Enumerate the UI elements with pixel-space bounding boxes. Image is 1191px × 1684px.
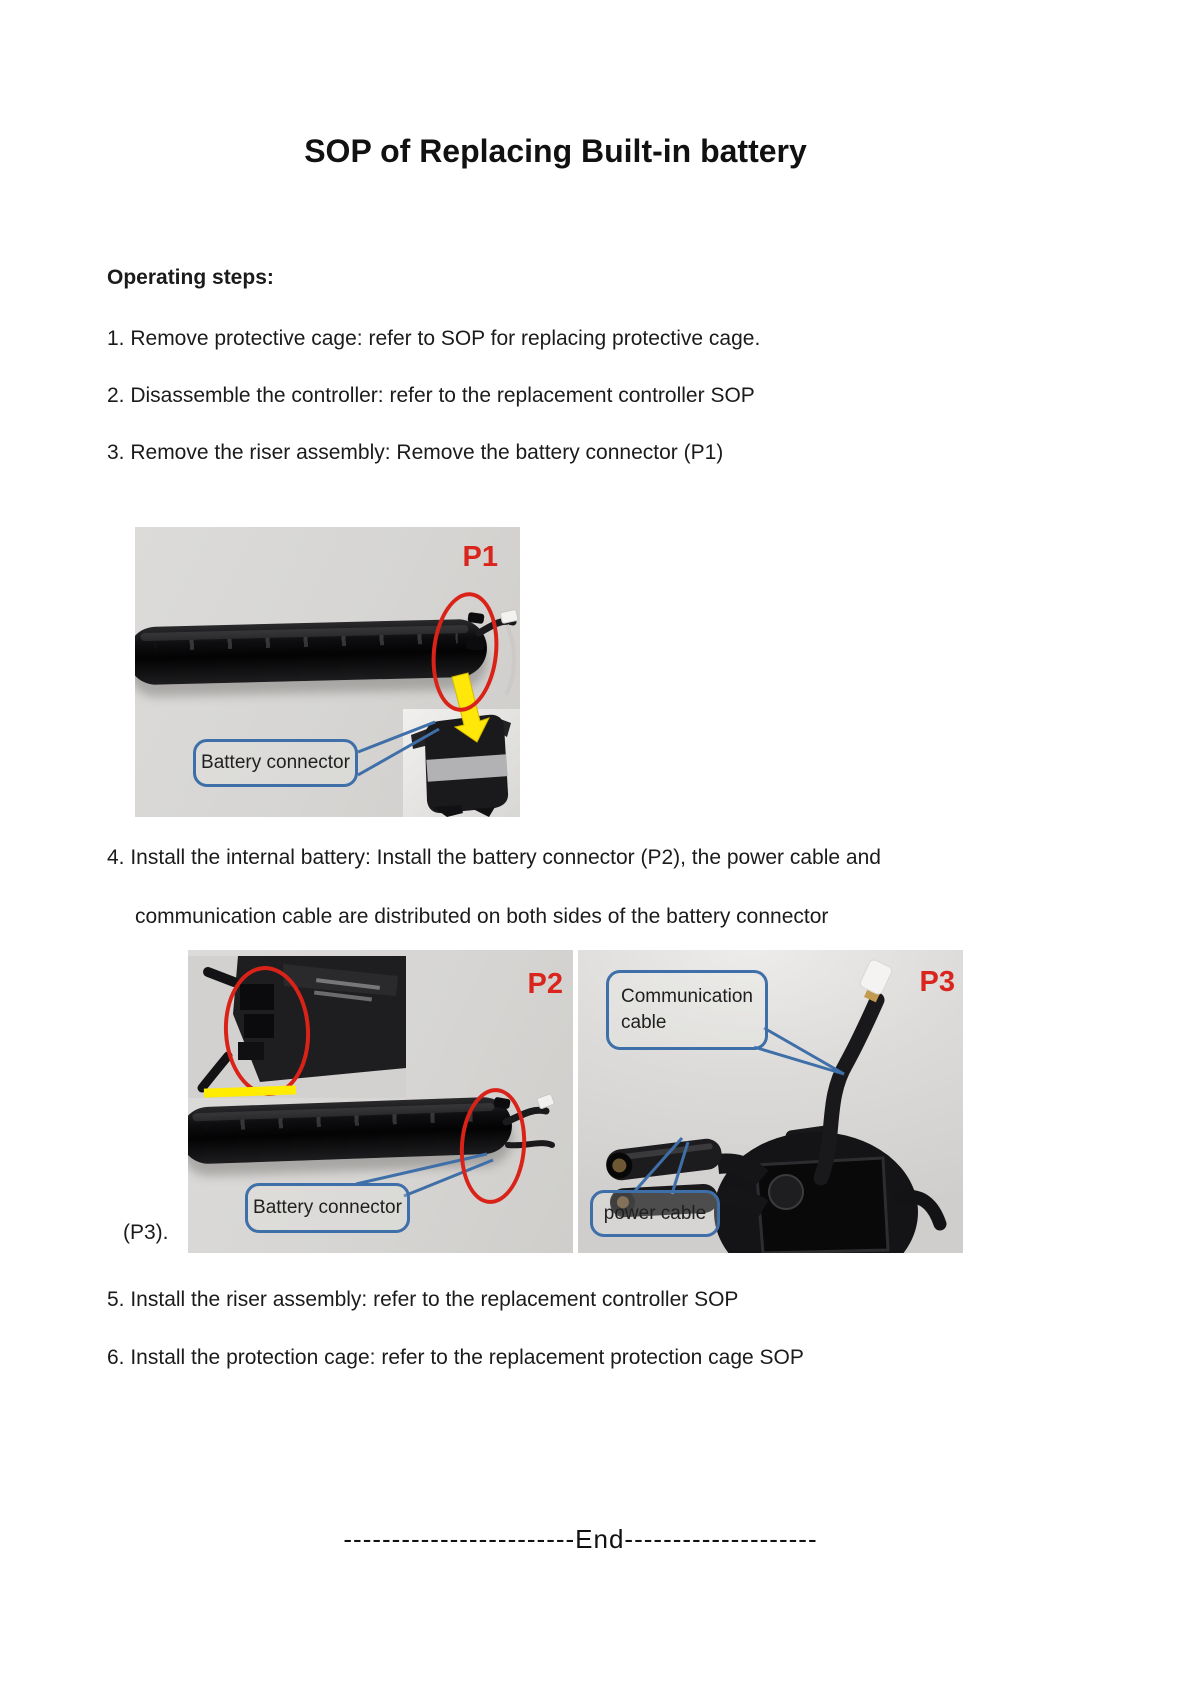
white-cable <box>506 625 514 695</box>
page-title: SOP of Replacing Built-in battery <box>304 133 807 169</box>
callout-pointer-line <box>764 1028 844 1074</box>
callout-pointer-line <box>754 1047 844 1074</box>
power-cable-callout: power cable <box>590 1190 720 1237</box>
p3-caption: (P3). <box>123 1221 169 1244</box>
step-2: 2. Disassemble the controller: refer to the replacement controller SOP <box>107 384 755 407</box>
step-1: 1. Remove protective cage: refer to SOP for replacing protective cage. <box>107 327 761 350</box>
figure-label-p2: P2 <box>527 968 563 1000</box>
communication-cable-callout: Communication cable <box>606 970 768 1050</box>
figure-p1-photo <box>135 527 520 817</box>
step-4-line1: 4. Install the internal battery: Install the battery connector (P2), the power cable and <box>107 846 881 869</box>
figure-p2-photo <box>188 950 573 1253</box>
battery-connector-callout: Battery connector <box>193 739 358 787</box>
figure-label-p1: P1 <box>462 541 498 573</box>
step-4-line2: communication cable are distributed on both sides of the battery connector <box>135 905 829 928</box>
figure-p3-photo <box>578 950 963 1253</box>
white-plug <box>859 958 893 995</box>
white-plug <box>537 1094 555 1109</box>
step-5: 5. Install the riser assembly: refer to the replacement controller SOP <box>107 1288 739 1311</box>
figure-label-p3: P3 <box>919 966 955 998</box>
section-heading: Operating steps: <box>107 266 274 289</box>
end-divider: ------------------------End-------------------- <box>343 1524 818 1554</box>
step-3: 3. Remove the riser assembly: Remove the battery connector (P1) <box>107 441 724 464</box>
step-6: 6. Install the protection cage: refer to the replacement protection cage SOP <box>107 1346 804 1369</box>
battery-connector-callout: Battery connector <box>245 1183 410 1233</box>
